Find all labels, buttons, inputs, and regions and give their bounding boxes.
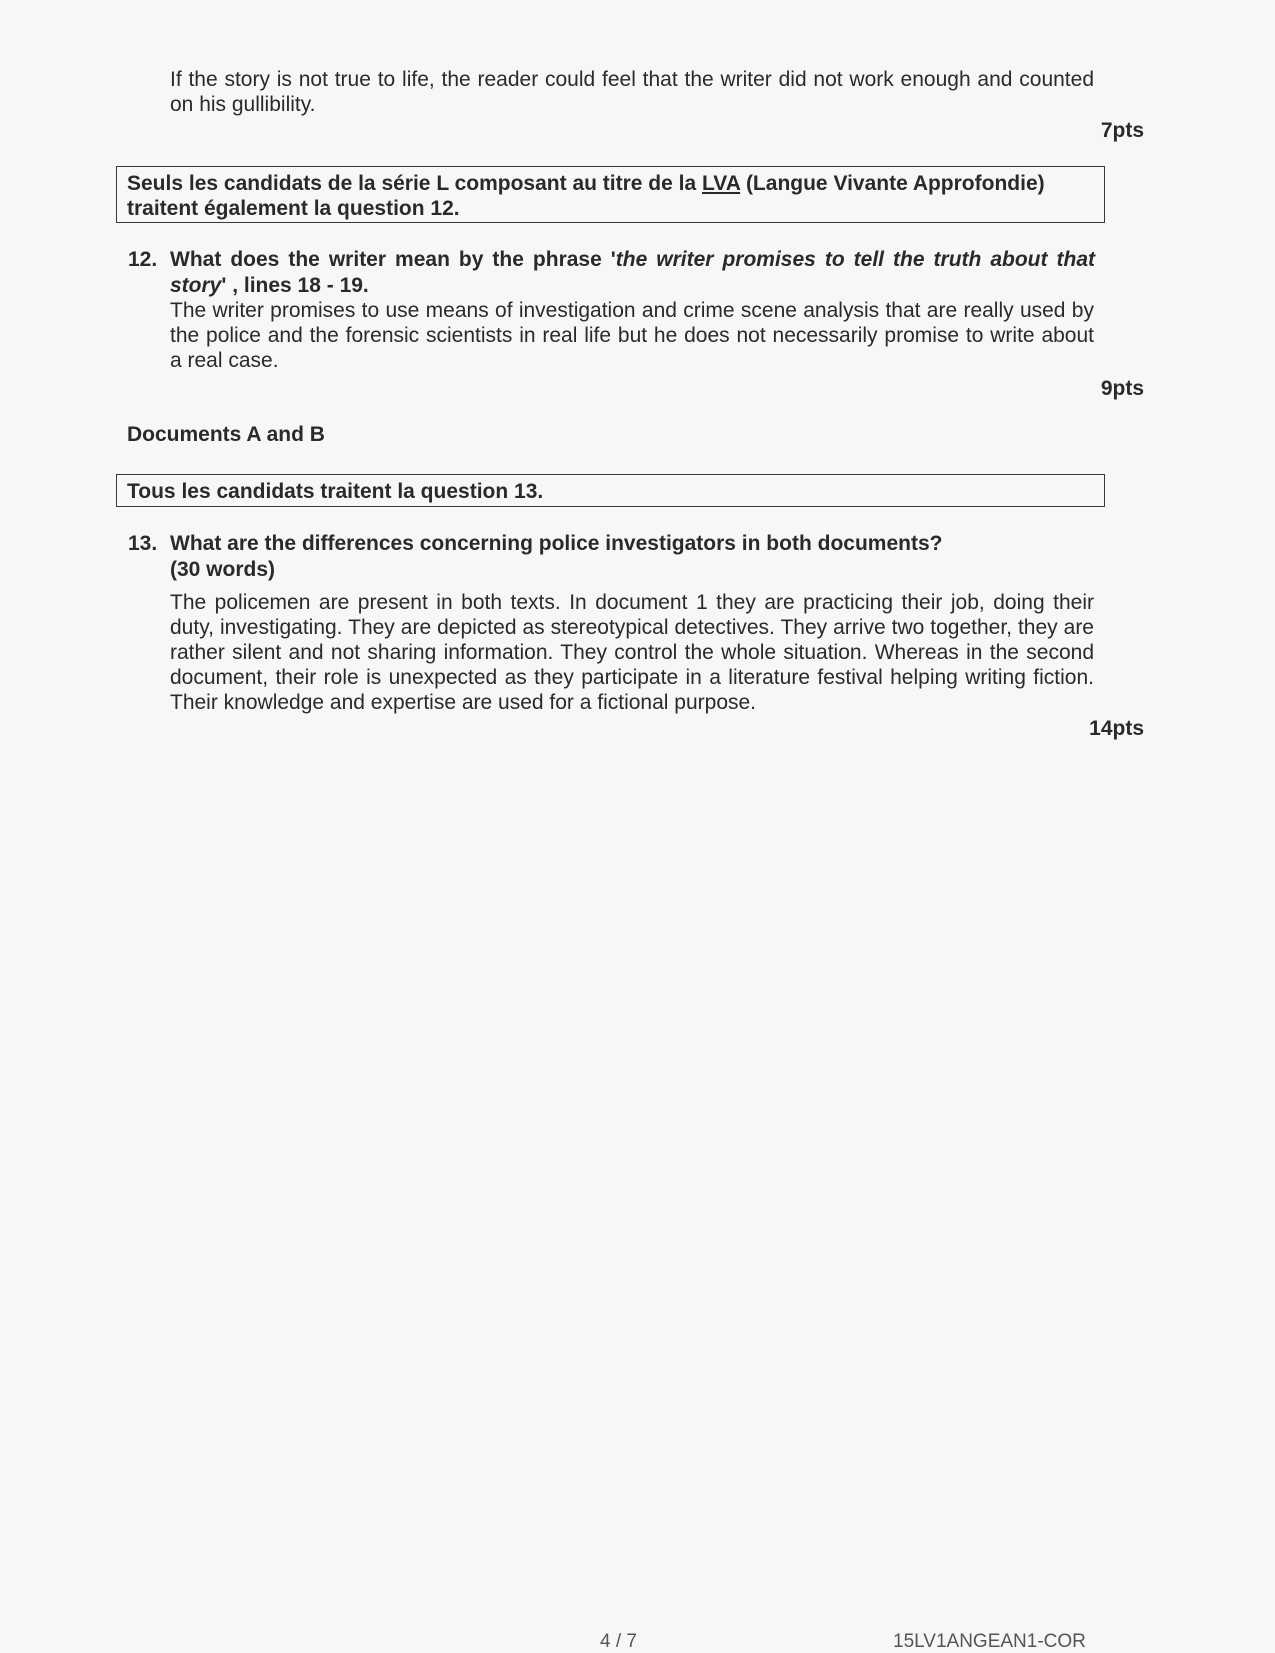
- lva-instruction-part1: Seuls les candidats de la série L composant au titre de la: [127, 172, 702, 195]
- lva-instruction-box: [116, 166, 1105, 223]
- answer-11-points: 7pts: [1100, 119, 1144, 142]
- question-13-text: What are the differences concerning police investigators in both documents?: [170, 532, 943, 555]
- question-12-suffix: ' , lines 18 - 19.: [221, 274, 369, 297]
- question-13-number: 13.: [128, 532, 158, 555]
- answer-13-points: 14pts: [1089, 717, 1144, 740]
- answer-11-text: If the story is not true to life, the reader could feel that the writer did not work enough and counted on his gullibility.: [170, 68, 1094, 116]
- answer-12-text: The writer promises to use means of investigation and crime scene analysis that are really used by the police and the forensic scientists in real life but he does not necessarily promise to write about a real case.: [170, 299, 1094, 372]
- lva-abbreviation: LVA: [702, 172, 741, 195]
- document-code: 15LV1ANGEAN1-COR: [893, 1631, 1086, 1652]
- answer-13-text: The policemen are present in both texts. In document 1 they are practicing their job, doing their duty, investigating. They are depicted as stereotypical detectives. They arrive two together, they are rather silent and not sharing information. They control the whole situation. Whereas in the second document, their role is unexpected as they participate in a literature festival helping writing fiction. Their knowledge and expertise are used for a fictional purpose.: [170, 591, 1094, 714]
- answer-12-points: 9pts: [1100, 377, 1144, 400]
- question-12-prefix: What does the writer mean by the phrase ': [170, 248, 616, 271]
- section-heading: Documents A and B: [127, 423, 325, 446]
- lva-instruction-part2: (Langue Vivante Approfondie) traitent également la question 12.: [127, 172, 1045, 220]
- question-12-number: 12.: [128, 248, 158, 271]
- question-13-word-count: (30 words): [170, 558, 276, 581]
- page-number: 4 / 7: [600, 1631, 637, 1652]
- question-12-text: [170, 247, 1095, 299]
- all-candidates-instruction-box: Tous les candidats traitent la question 13.: [116, 474, 1105, 507]
- question-12-quote: the writer promises to tell the truth about that story: [170, 248, 1095, 297]
